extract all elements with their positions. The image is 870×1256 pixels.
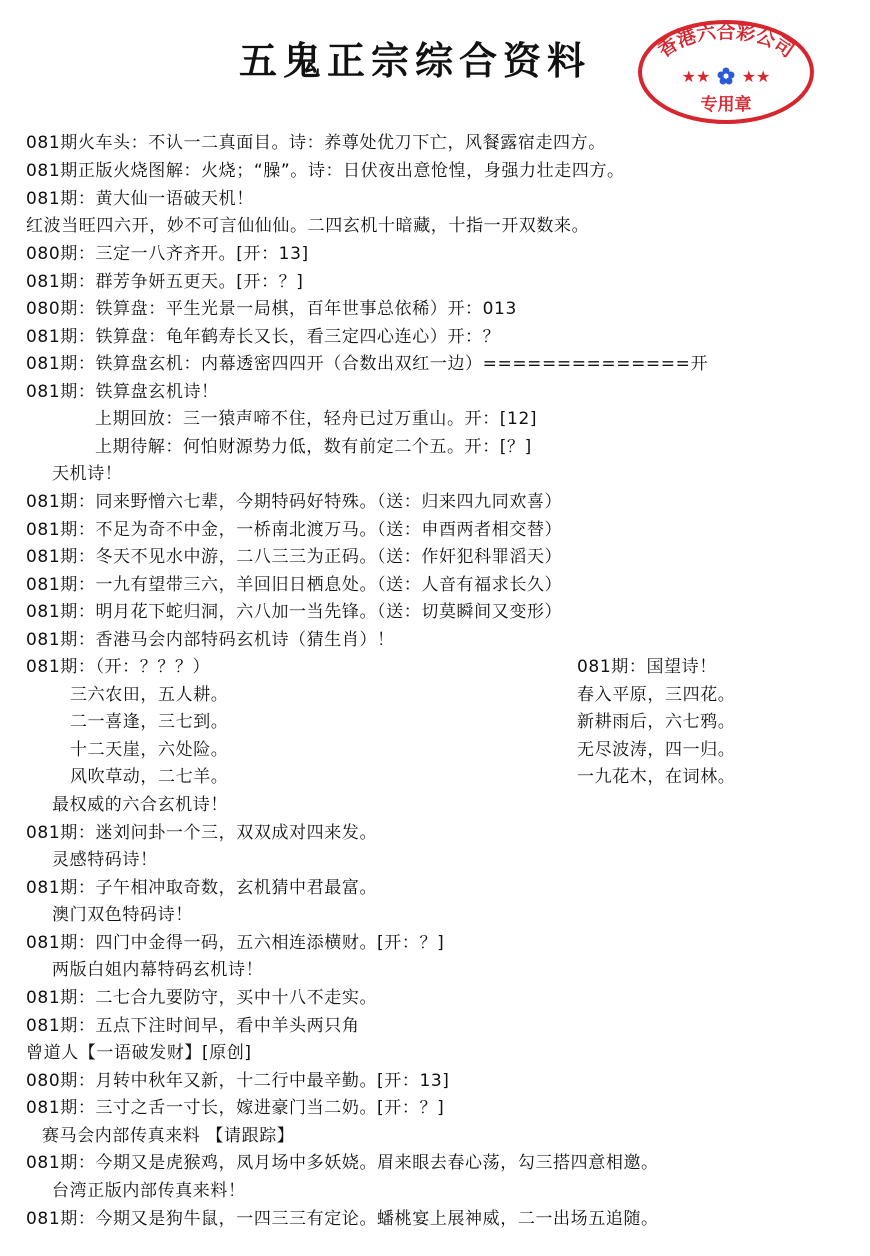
text-line: 081期：（开：？？？） <box>26 657 211 677</box>
text-line: 灵感特码诗！ <box>52 850 158 870</box>
text-line: 最权威的六合玄机诗！ <box>52 795 228 815</box>
text-line: 二一喜逢，三七到。 <box>70 712 229 732</box>
text-line: 上期回放：三一猿声啼不住，轻舟已过万重山。开：[12] <box>95 409 538 429</box>
text-line: 081期：不足为奇不中金，一桥南北渡万马。（送：申酉两者相交替） <box>26 520 563 540</box>
text-line: 081期：铁算盘玄机诗！ <box>26 382 219 402</box>
text-line: 081期：明月花下蛇归洞，六八加一当先锋。（送：切莫瞬间又变形） <box>26 602 563 622</box>
text-line: 081期：黄大仙一语破天机！ <box>26 189 254 209</box>
text-line: 红波当旺四六开，妙不可言仙仙仙。二四玄机十暗藏，十指一开双数来。 <box>26 216 590 236</box>
text-line: 081期：三寸之舌一寸长，嫁进豪门当二奶。[开：？] <box>26 1098 445 1118</box>
text-line: 上期待解：何怕财源势力低，数有前定二个五。开：[？] <box>95 437 532 457</box>
text-line: 081期：二七合九要防守，买中十八不走实。 <box>26 988 378 1008</box>
text-line: 十二天崖，六处险。 <box>70 740 229 760</box>
text-line: 天机诗！ <box>52 464 123 484</box>
right-poem-line: 新耕雨后，六七鸦。 <box>577 712 736 732</box>
seal-stars-left: ★★ <box>681 67 711 86</box>
right-poem-line: 春入平原，三四花。 <box>577 685 736 705</box>
text-line: 澳门双色特码诗！ <box>52 905 193 925</box>
right-poem-line: 081期：国望诗！ <box>577 657 717 677</box>
text-line: 风吹草动，二七羊。 <box>70 767 229 787</box>
text-line: 081期：四门中金得一码，五六相连添横财。[开：？] <box>26 933 445 953</box>
text-line: 081期：子午相冲取奇数，玄机猜中君最富。 <box>26 878 378 898</box>
text-line: 081期：同来野憎六七辈，今期特码好特殊。（送：归来四九同欢喜） <box>26 492 563 512</box>
text-line: 081期：五点下注时间早，看中羊头两只角 <box>26 1016 360 1036</box>
text-line: 081期火车头：不认一二真面目。诗：养尊处优刀下亡，风餐露宿走四方。 <box>26 133 606 153</box>
seal-stars-right: ★★ <box>741 67 771 86</box>
text-line: 080期：三定一八齐齐开。[开：13] <box>26 244 309 264</box>
text-line: 080期：铁算盘：平生光景一局棋，百年世事总依稀）开：013 <box>26 299 517 319</box>
seal-top-text: 香港六合彩公司 <box>654 21 798 63</box>
right-poem-line: 无尽波涛，四一归。 <box>577 740 736 760</box>
text-line: 081期正版火烧图解：火烧；“臊”。诗：日伏夜出意怆惶，身强力壮走四方。 <box>26 161 625 181</box>
text-line: 台湾正版内部传真来料！ <box>52 1181 246 1201</box>
text-line: 赛马会内部传真来料 【请跟踪】 <box>42 1126 295 1146</box>
text-line: 081期：一九有望带三六，羊回旧日栖息处。（送：人音有福求长久） <box>26 575 563 595</box>
svg-text:香港六合彩公司 <box>653 20 797 62</box>
text-line: 081期：今期又是虎猴鸡，凤月场中多妖娆。眉来眼去春心荡，勾三搭四意相邀。 <box>26 1153 659 1173</box>
text-line: 081期：群芳争妍五更天。[开：？] <box>26 272 304 292</box>
text-line: 曾道人【一语破发财】[原创] <box>26 1043 252 1063</box>
right-poem-line: 一九花木，在词林。 <box>577 767 736 787</box>
text-line: 080期：月转中秋年又新，十二行中最辛勤。[开：13] <box>26 1071 450 1091</box>
flower-icon <box>718 68 735 85</box>
text-line: 两版白姐内幕特码玄机诗！ <box>52 960 264 980</box>
seal-bottom-text: 专用章 <box>700 95 752 115</box>
text-line: 三六农田，五人耕。 <box>70 685 229 705</box>
text-line: 081期：铁算盘玄机：内幕透密四四开（合数出双红一边）==============开 <box>26 354 709 374</box>
page-title: 五鬼正宗综合资料 <box>238 38 591 83</box>
text-line: 081期：今期又是狗牛鼠，一四三三有定论。蟠桃宴上展神威，二一出场五追随。 <box>26 1209 659 1229</box>
company-seal <box>636 18 816 126</box>
text-line: 081期：冬天不见水中游，二八三三为正码。（送：作奸犯科罪滔天） <box>26 547 563 567</box>
text-line: 081期：迷刘问卦一个三，双双成对四来发。 <box>26 823 378 843</box>
text-line: 081期：香港马会内部特码玄机诗（猜生肖）！ <box>26 630 395 650</box>
text-line: 081期：铁算盘：龟年鹤寿长又长，看三定四心连心）开：？ <box>26 327 501 347</box>
